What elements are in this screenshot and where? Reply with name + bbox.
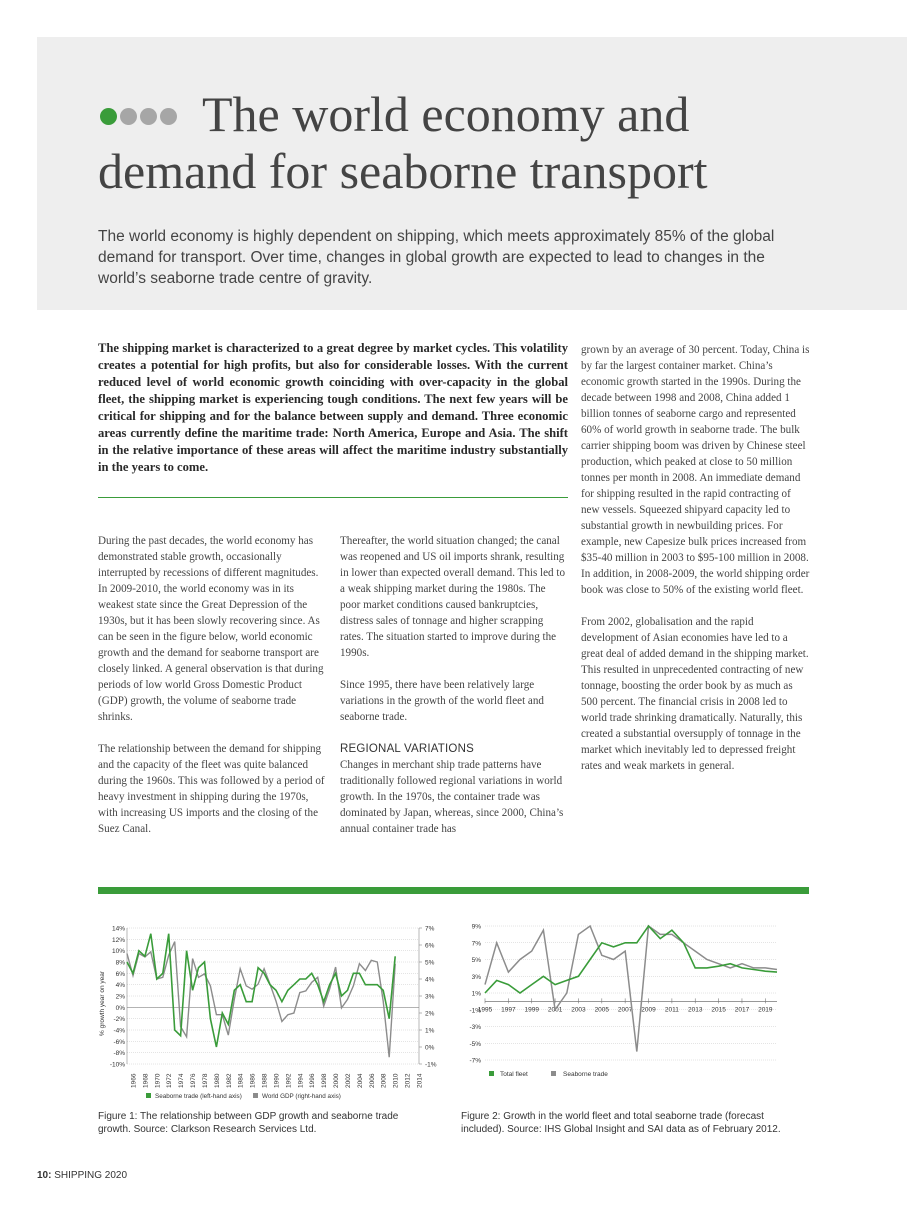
- y-tick-label: 8%: [115, 959, 125, 967]
- x-tick-label: 1990: [273, 1073, 281, 1088]
- x-tick-label: 2004: [356, 1073, 364, 1088]
- legend-swatch: [146, 1093, 151, 1098]
- page-title-line1: The world economy and: [202, 86, 690, 142]
- y2-tick-label: -1%: [425, 1061, 437, 1069]
- x-tick-label: 1984: [237, 1073, 245, 1088]
- y2-tick-label: 3%: [425, 993, 435, 1001]
- x-tick-label: 2014: [416, 1073, 424, 1088]
- body-column-2: [340, 533, 565, 853]
- series-line-world-gdp: [127, 942, 395, 1058]
- page-number: 10:: [37, 1170, 52, 1181]
- x-tick-label: 2009: [641, 1006, 656, 1014]
- y-tick-label: 1%: [471, 990, 481, 998]
- x-tick-label: 2006: [368, 1073, 376, 1088]
- x-tick-label: 1998: [321, 1073, 329, 1088]
- y-tick-label: -1%: [469, 1007, 481, 1015]
- y-tick-label: -3%: [469, 1024, 481, 1031]
- y-tick-label: 14%: [111, 925, 125, 933]
- y2-tick-label: 5%: [425, 959, 435, 967]
- y2-tick-label: 7%: [425, 925, 435, 933]
- legend-label: Seaborne trade: [563, 1071, 608, 1078]
- x-tick-label: 1972: [166, 1073, 174, 1088]
- figure-1-caption: Figure 1: The relationship between GDP growth and seaborne trade growth. Source: Clarkson Research Services Ltd.: [98, 1111, 399, 1135]
- body-paragraph: From 2002, globalisation and the rapid development of Asian economies have led to a great deal of added demand in the shipping market. This resulted in unprecedented contracting of new tonnage, boosting the order book by as much as 500 percent. The financial crisis in 2008 led to world trade shrinking dramatically. Naturally, this created a substantial oversupply of tonnage in the market which inevitably led to depressed freight rates and weak markets in general.: [581, 616, 809, 772]
- y2-tick-label: 2%: [425, 1010, 435, 1018]
- x-tick-label: 1970: [154, 1073, 162, 1088]
- x-tick-label: 2012: [404, 1073, 412, 1088]
- body-paragraph: Thereafter, the world situation changed; the canal was reopened and US oil imports shrank, resulting in lower than expected overall demand. This led to a weak shipping market during the 1980s. The poor market conditions caused bankruptcies, distress sales of tonnage and higher scrapping rates. The situation started to improve during the 1990s.: [340, 535, 565, 659]
- x-tick-label: 2013: [688, 1006, 703, 1014]
- legend-swatch: [253, 1093, 258, 1098]
- page-footer: [37, 1170, 127, 1181]
- x-tick-label: 1968: [142, 1073, 150, 1088]
- y-tick-label: 9%: [471, 923, 481, 931]
- x-tick-label: 2008: [380, 1073, 388, 1088]
- x-tick-label: 2003: [571, 1006, 586, 1014]
- y-tick-label: 7%: [471, 940, 481, 948]
- figure-1-chart: [95, 918, 440, 1108]
- x-tick-label: 2005: [594, 1006, 610, 1014]
- x-tick-label: 1982: [225, 1073, 233, 1088]
- series-line-seaborne-trade: [485, 926, 777, 1052]
- x-tick-label: 1997: [501, 1006, 516, 1014]
- y2-tick-label: 0%: [425, 1044, 435, 1052]
- x-tick-label: 1994: [297, 1073, 305, 1088]
- page-title-line2: demand for seaborne transport: [98, 143, 708, 199]
- figure-2-caption: Figure 2: Growth in the world fleet and total seaborne trade (forecast included). Source: IHS Global Insight and SAI data as of February 2012.: [461, 1111, 781, 1135]
- x-tick-label: 1986: [249, 1073, 257, 1088]
- body-paragraph: Changes in merchant ship trade patterns have traditionally followed regional variations in world growth. In the 1970s, the container trade was dominated by Japan, whereas, since 2000, China’s annual container trade has: [340, 759, 564, 835]
- x-tick-label: 1992: [285, 1073, 293, 1088]
- y-tick-label: -4%: [113, 1027, 125, 1035]
- y-tick-label: 2%: [115, 993, 125, 1001]
- x-tick-label: 2002: [344, 1073, 352, 1088]
- section-heading: REGIONAL VARIATIONS: [340, 743, 474, 755]
- y2-tick-label: 1%: [425, 1027, 435, 1035]
- chart-section-divider: [98, 887, 809, 894]
- y-tick-label: 10%: [111, 948, 125, 956]
- y-tick-label: 5%: [471, 957, 481, 964]
- y-axis-label: % growth year on year: [99, 970, 106, 1036]
- x-tick-label: 2015: [711, 1006, 726, 1014]
- y-tick-label: 12%: [111, 936, 125, 944]
- x-tick-label: 1976: [190, 1073, 198, 1088]
- y-tick-label: -7%: [469, 1057, 481, 1065]
- figure-2-chart: [455, 918, 795, 1088]
- x-tick-label: 2011: [664, 1006, 679, 1014]
- intro-paragraph: The shipping market is characterized to a great degree by market cycles. This volatility creates a potential for high profits, but also for considerable losses. With the current reduced level of world economic growth coinciding with over-capacity in the global fleet, the shipping market is experiencing tough conditions. The next few years will be critical for shipping and for the balance between supply and demand. Three economic areas currently define the maritime trade: North America, Europe and Asia. The shift in the relative importance of these areas will affect the maritime industry substantially in the years to come.: [98, 341, 568, 474]
- legend-label: World GDP (right-hand axis): [262, 1093, 341, 1100]
- publication-name: SHIPPING 2020: [54, 1170, 128, 1181]
- x-tick-label: 1974: [178, 1073, 186, 1088]
- x-tick-label: 1996: [309, 1073, 317, 1088]
- x-tick-label: 2019: [758, 1006, 773, 1014]
- x-tick-label: 1978: [201, 1073, 209, 1088]
- y-tick-label: -2%: [113, 1016, 125, 1024]
- x-tick-label: 1988: [261, 1073, 269, 1088]
- body-paragraph: grown by an average of 30 percent. Today, China is by far the largest container market. China’s economic growth started in the 1990s. During the decade between 1998 and 2008, China added 1 billion tonnes of seaborne cargo and represented 60% of world growth in seaborne trade. The bulk carrier shipping boom was driven by Chinese steel production, which peaked at close to 50 million tonnes per month in 2008. An immediate demand for shipping resulted in the rapid contracting of new vessels. Squeezed shipyard capacity led to substantial growth in newbuilding prices. For example, new Capesize bulk prices increased from $35-40 million in 2003 to $95-100 million in 2008. In addition, in 2008-2009, the world shipping order book was close to 50% of the existing world fleet.: [581, 344, 810, 596]
- x-tick-label: 2017: [734, 1006, 750, 1014]
- y-tick-label: 0%: [115, 1004, 125, 1012]
- y2-tick-label: 4%: [425, 976, 435, 984]
- y-tick-label: -10%: [109, 1061, 125, 1069]
- legend-swatch: [551, 1071, 556, 1076]
- x-tick-label: 1966: [130, 1073, 138, 1088]
- legend-label: Seaborne trade (left-hand axis): [155, 1093, 242, 1100]
- body-paragraph: Since 1995, there have been relatively large variations in the growth of the world fleet and seaborne trade.: [340, 679, 544, 723]
- x-tick-label: 1999: [524, 1006, 539, 1014]
- x-tick-label: 2001: [547, 1006, 563, 1014]
- y-tick-label: -8%: [113, 1050, 125, 1058]
- x-tick-label: 1980: [213, 1073, 221, 1088]
- body-paragraph: During the past decades, the world economy has demonstrated stable growth, occasionally interrupted by recessions of different magnitudes. In 2009-2010, the world economy was in its weakest state since the Great Depression of the 1930s, but it has been slowly recovering since. As can be seen in the figure below, world economic growth and the demand for seaborne transport are closely linked. A general observation is that during periods of low world Gross Domestic Product (GDP) growth, the volume of seaborne trade shrinks.: [98, 535, 324, 723]
- page-title: [98, 86, 888, 200]
- y-tick-label: 3%: [471, 973, 481, 981]
- body-paragraph: The relationship between the demand for shipping and the capacity of the fleet was quite balanced during the 1960s. This was followed by a period of heavy investment in shipping during the 1970s, with increasing US imports and the closing of the Suez Canal.: [98, 743, 325, 835]
- y2-tick-label: 6%: [425, 942, 435, 950]
- legend-swatch: [489, 1071, 494, 1076]
- x-tick-label: 2000: [333, 1073, 341, 1088]
- divider: [98, 497, 568, 498]
- y-tick-label: -6%: [113, 1038, 125, 1046]
- x-tick-label: 1995: [477, 1006, 493, 1014]
- legend-label: Total fleet: [500, 1071, 528, 1078]
- body-column-1: [98, 533, 326, 853]
- lead-paragraph: The world economy is highly dependent on shipping, which meets approximately 85% of the global demand for transport. Over time, changes in global growth are expected to lead to changes in the world’s seaborne trade centre of gravity.: [98, 228, 775, 287]
- y-tick-label: 4%: [115, 982, 125, 990]
- body-column-3: [581, 342, 811, 790]
- x-tick-label: 2007: [617, 1006, 633, 1014]
- x-tick-label: 2010: [392, 1073, 400, 1088]
- y-tick-label: 6%: [115, 970, 125, 978]
- y-tick-label: -5%: [469, 1040, 481, 1048]
